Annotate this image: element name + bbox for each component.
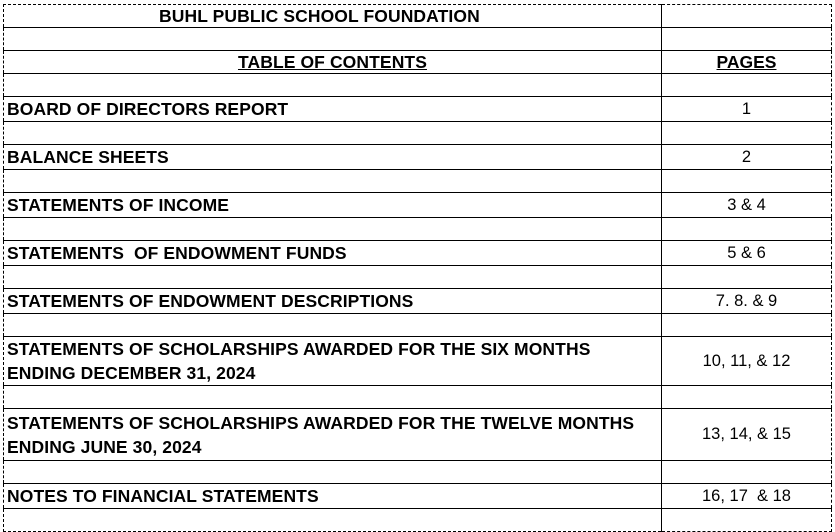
table-row [4, 74, 832, 97]
toc-entry-row [4, 193, 832, 218]
empty-cell [4, 170, 662, 193]
toc-entry-row [4, 241, 832, 266]
empty-cell [4, 74, 662, 97]
organization-title: BUHL PUBLIC SCHOOL FOUNDATION [4, 5, 662, 28]
table-of-contents-sheet [3, 4, 832, 532]
empty-cell [662, 28, 832, 51]
empty-cell [662, 314, 832, 337]
toc-entry-row [4, 337, 832, 386]
empty-cell [4, 509, 662, 532]
empty-cell [662, 218, 832, 241]
empty-cell [662, 122, 832, 145]
toc-entry-row [4, 145, 832, 170]
spacer-row [4, 266, 832, 289]
empty-cell [4, 314, 662, 337]
spacer-row [4, 170, 832, 193]
toc-entry-row [4, 409, 832, 461]
spacer-row [4, 386, 832, 409]
toc-entry-row [4, 97, 832, 122]
spacer-row [4, 509, 832, 532]
spacer-row [4, 122, 832, 145]
table-row [4, 5, 832, 28]
toc-entry-title: STATEMENTS OF ENDOWMENT DESCRIPTIONS [4, 289, 662, 314]
empty-cell [662, 509, 832, 532]
empty-cell [4, 122, 662, 145]
toc-entry-pages: 10, 11, & 12 [662, 337, 832, 386]
toc-entry-title: BOARD OF DIRECTORS REPORT [4, 97, 662, 122]
toc-entry-row [4, 484, 832, 509]
toc-entry-title: NOTES TO FINANCIAL STATEMENTS [4, 484, 662, 509]
toc-entry-title: STATEMENTS OF SCHOLARSHIPS AWARDED FOR THE SIX MONTHS ENDING DECEMBER 31, 2024 [4, 337, 662, 386]
spacer-row [4, 314, 832, 337]
table-row [4, 28, 832, 51]
toc-entry-pages: 5 & 6 [662, 241, 832, 266]
toc-entry-title: STATEMENTS OF SCHOLARSHIPS AWARDED FOR THE TWELVE MONTHS ENDING JUNE 30, 2024 [4, 409, 662, 461]
toc-entry-pages: 3 & 4 [662, 193, 832, 218]
toc-entry-title: BALANCE SHEETS [4, 145, 662, 170]
empty-cell [662, 266, 832, 289]
toc-entry-pages: 16, 17 & 18 [662, 484, 832, 509]
toc-entry-pages: 13, 14, & 15 [662, 409, 832, 461]
toc-entry-row [4, 289, 832, 314]
empty-cell [4, 461, 662, 484]
empty-cell [4, 266, 662, 289]
empty-cell [662, 74, 832, 97]
empty-cell [4, 28, 662, 51]
toc-entry-title: STATEMENTS OF INCOME [4, 193, 662, 218]
empty-cell [4, 386, 662, 409]
toc-entry-pages: 7. 8. & 9 [662, 289, 832, 314]
empty-cell [4, 218, 662, 241]
toc-heading: TABLE OF CONTENTS [4, 51, 662, 74]
spacer-row [4, 218, 832, 241]
empty-cell [662, 5, 832, 28]
toc-entry-pages: 2 [662, 145, 832, 170]
table-row [4, 51, 832, 74]
toc-entry-title: STATEMENTS OF ENDOWMENT FUNDS [4, 241, 662, 266]
empty-cell [662, 170, 832, 193]
spacer-row [4, 461, 832, 484]
pages-column-header: PAGES [662, 51, 832, 74]
empty-cell [662, 386, 832, 409]
toc-entry-pages: 1 [662, 97, 832, 122]
empty-cell [662, 461, 832, 484]
